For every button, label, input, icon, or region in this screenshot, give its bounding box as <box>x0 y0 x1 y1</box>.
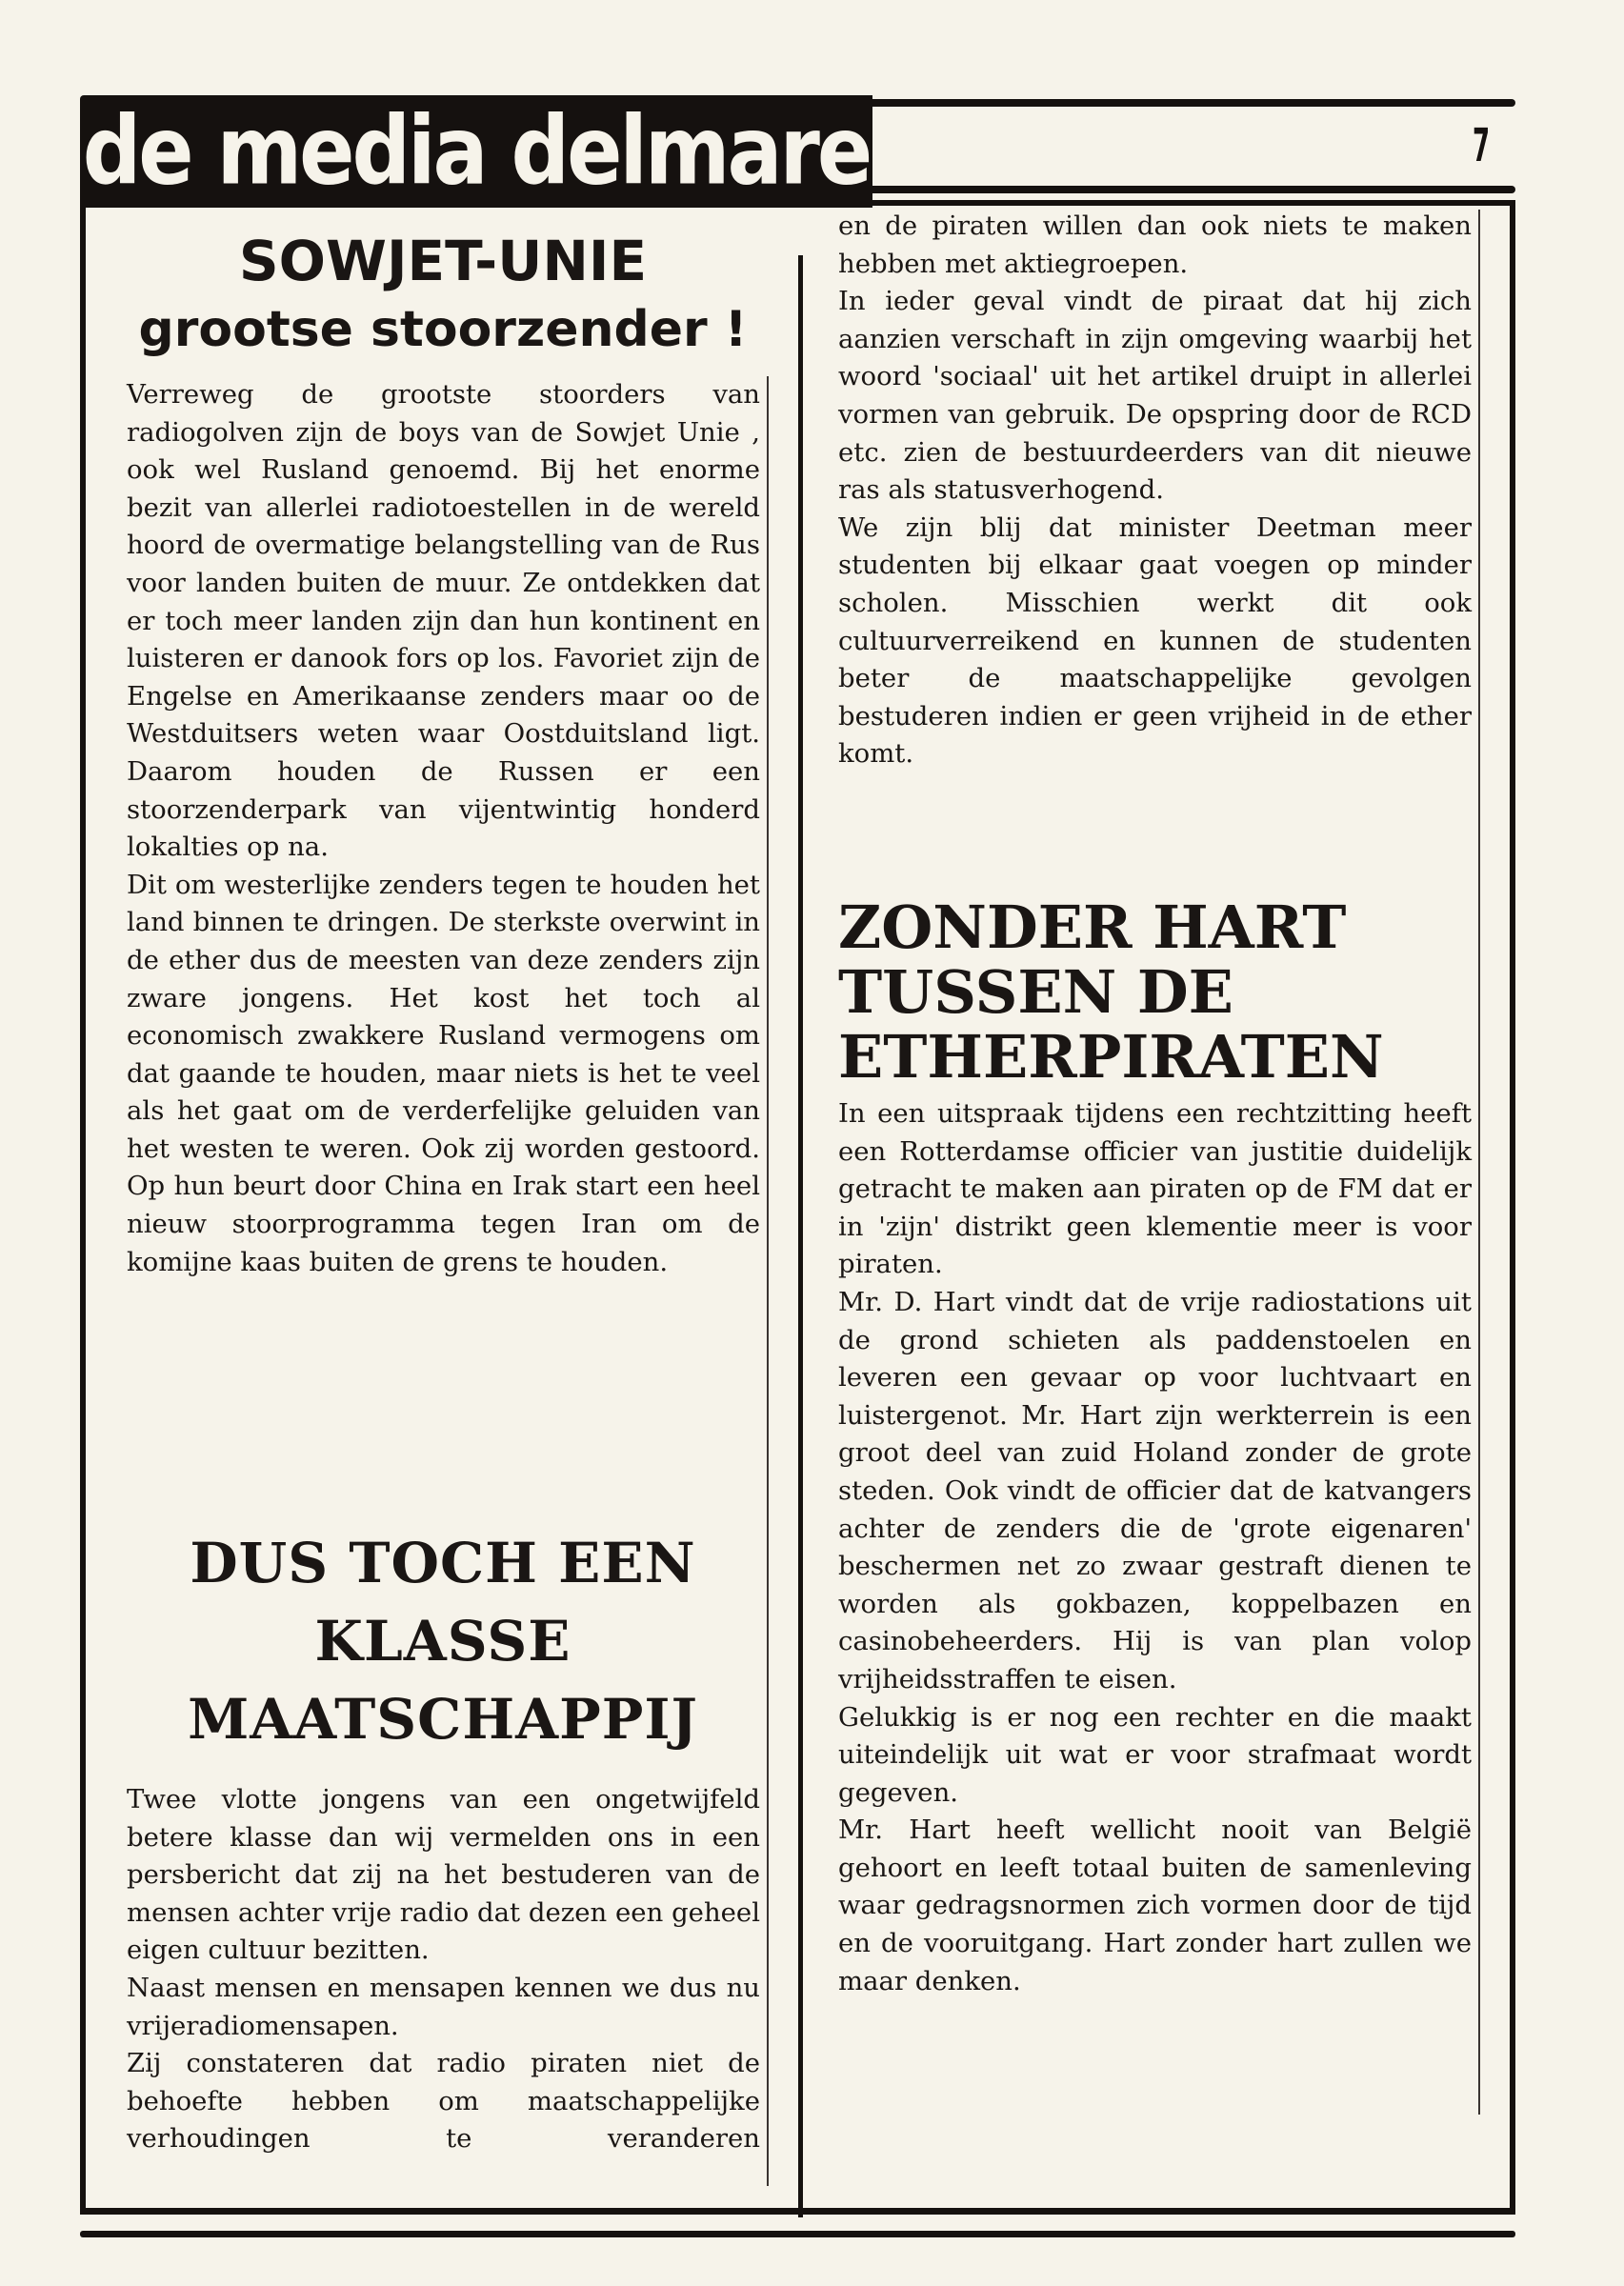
headline-line: SOWJET-UNIE <box>238 229 648 293</box>
paragraph: Naast mensen en mensapen kennen we dus nu vrijeradiomensapen. <box>127 1972 760 2041</box>
paragraph: In een uitspraak tijdens een rechtzitting heeft een Rotterdamse officier van justitie duidelijk getracht te maken aan piraten op de FM dat er in 'zijn' distrikt geen klementie meer is voor piraten. <box>838 1098 1472 1280</box>
column1-right-rule <box>767 376 769 2186</box>
article-zonder-hart-body <box>838 1095 1472 2000</box>
headline-line: ETHERPIRATEN <box>838 1022 1384 1092</box>
headline-sowjet-unie <box>105 227 781 364</box>
masthead-bottom-rule <box>872 186 1515 193</box>
headline-zonder-hart <box>838 892 1505 1092</box>
paragraph: Verreweg de grootste stoorders van radiogolven zijn de boys van de Sowjet Unie , ook wel Rusland genoemd. Bij het enorme bezit van allerlei radiotoestellen in de wereld hoord de overmatige belangstelling van de Rus voor landen buiten de muur. Ze ontdekken dat er toch meer landen zijn dan hun kontinent en luisteren er danook fors op los. Favoriet zijn de Engelse en Amerikaanse zenders maar oo de Westduitsers weten waar Oostduitsland ligt. Daarom houden de Russen er een stoorzenderpark van vijentwintig honderd lokalties op na. <box>127 379 760 863</box>
article-sowjet-body <box>127 376 760 1281</box>
masthead-title: de media delmare <box>82 96 871 207</box>
headline-line: MAATSCHAPPIJ <box>188 1687 698 1752</box>
headline-klasse-maatschappij <box>105 1524 781 1758</box>
paragraph: en de piraten willen dan ook niets te maken hebben met aktiegroepen. <box>838 211 1472 279</box>
page-number: 7 <box>1473 119 1491 172</box>
column-divider <box>798 255 803 2217</box>
paragraph: Mr. D. Hart vindt dat de vrije radiostations uit de grond schieten als paddenstoelen en leveren een gevaar op voor luchtvaart en luistergenot. Mr. Hart zijn werkterrein is een groot deel van zuid Holand zonder de grote steden. Ook vindt de officier dat de katvangers achter de zenders die de 'grote eigenaren' beschermen net zo zwaar gestraft dienen te worden als gokbazen, koppelbazen en casinobeheerders. Hij is van plan volop vrijheidsstraffen te eisen. <box>838 1286 1472 1694</box>
paragraph: Mr. Hart heeft wellicht nooit van België gehoort en leeft totaal buiten de samenleving waar gedragsnormen zich vormen door de tijd en de vooruitgang. Hart zonder hart zullen we maar denken. <box>838 1815 1472 1996</box>
paragraph: Twee vlotte jongens van een ongetwijfeld betere klasse dan wij vermelden ons in een persbericht dat zij na het bestuderen van de mensen achter vrije radio dat dezen een geheel eigen cultuur bezitten. <box>127 1784 760 1966</box>
column2-right-rule <box>1478 210 1480 2115</box>
headline-line: DUS TOCH EEN <box>190 1531 696 1595</box>
headline-line: grootse stoorzender ! <box>138 301 748 358</box>
headline-line: KLASSE <box>314 1609 571 1674</box>
masthead <box>80 95 872 208</box>
paragraph: Zij constateren dat radio piraten niet de behoefte hebben om maatschappelijke verhoudingen te veranderen <box>127 2048 760 2155</box>
headline-line: TUSSEN DE <box>838 957 1233 1027</box>
headline-line: ZONDER HART <box>838 892 1347 962</box>
frame-top-rule-right <box>872 200 1515 206</box>
paragraph: Gelukkig is er nog een rechter en die maakt uiteindelijk uit wat er voor strafmaat wordt gegeven. <box>838 1701 1472 1808</box>
paragraph: In ieder geval vindt de piraat dat hij zich aanzien verschaft in zijn omgeving waarbij het woord 'sociaal' uit het artikel druipt in allerlei vormen van gebruik. De opspring door de RCD etc. zien de bestuurdeerders van dit nieuwe ras als statusverhogend. <box>838 286 1472 506</box>
paragraph: Dit om westerlijke zenders tegen te houden het land binnen te dringen. De sterkste overwint in de ether dus de meesten van deze zenders zijn zware jongens. Het kost het toch al economisch zwakkere Rusland vermogens om dat gaande te houden, maar niets is het te veel als het gaat om de verderfelijke geluiden van het westen te weren. Ook zij worden gestoord. Op hun beurt door China en Irak start een heel nieuw stoorprogramma tegen Iran om de komijne kaas buiten de grens te houden. <box>127 869 760 1277</box>
article-klasse-body <box>127 1781 760 2158</box>
article-klasse-continued <box>838 208 1472 773</box>
paragraph: We zijn blij dat minister Deetman meer studenten bij elkaar gaat voegen op minder scholen. Misschien werkt dit ook cultuurverreikend en kunnen de studenten beter de maatschappelijke gevolgen bestuderen indien er geen vrijheid in de ether komt. <box>838 511 1472 770</box>
masthead-top-rule <box>872 99 1515 107</box>
bottom-double-rule <box>80 2231 1515 2237</box>
